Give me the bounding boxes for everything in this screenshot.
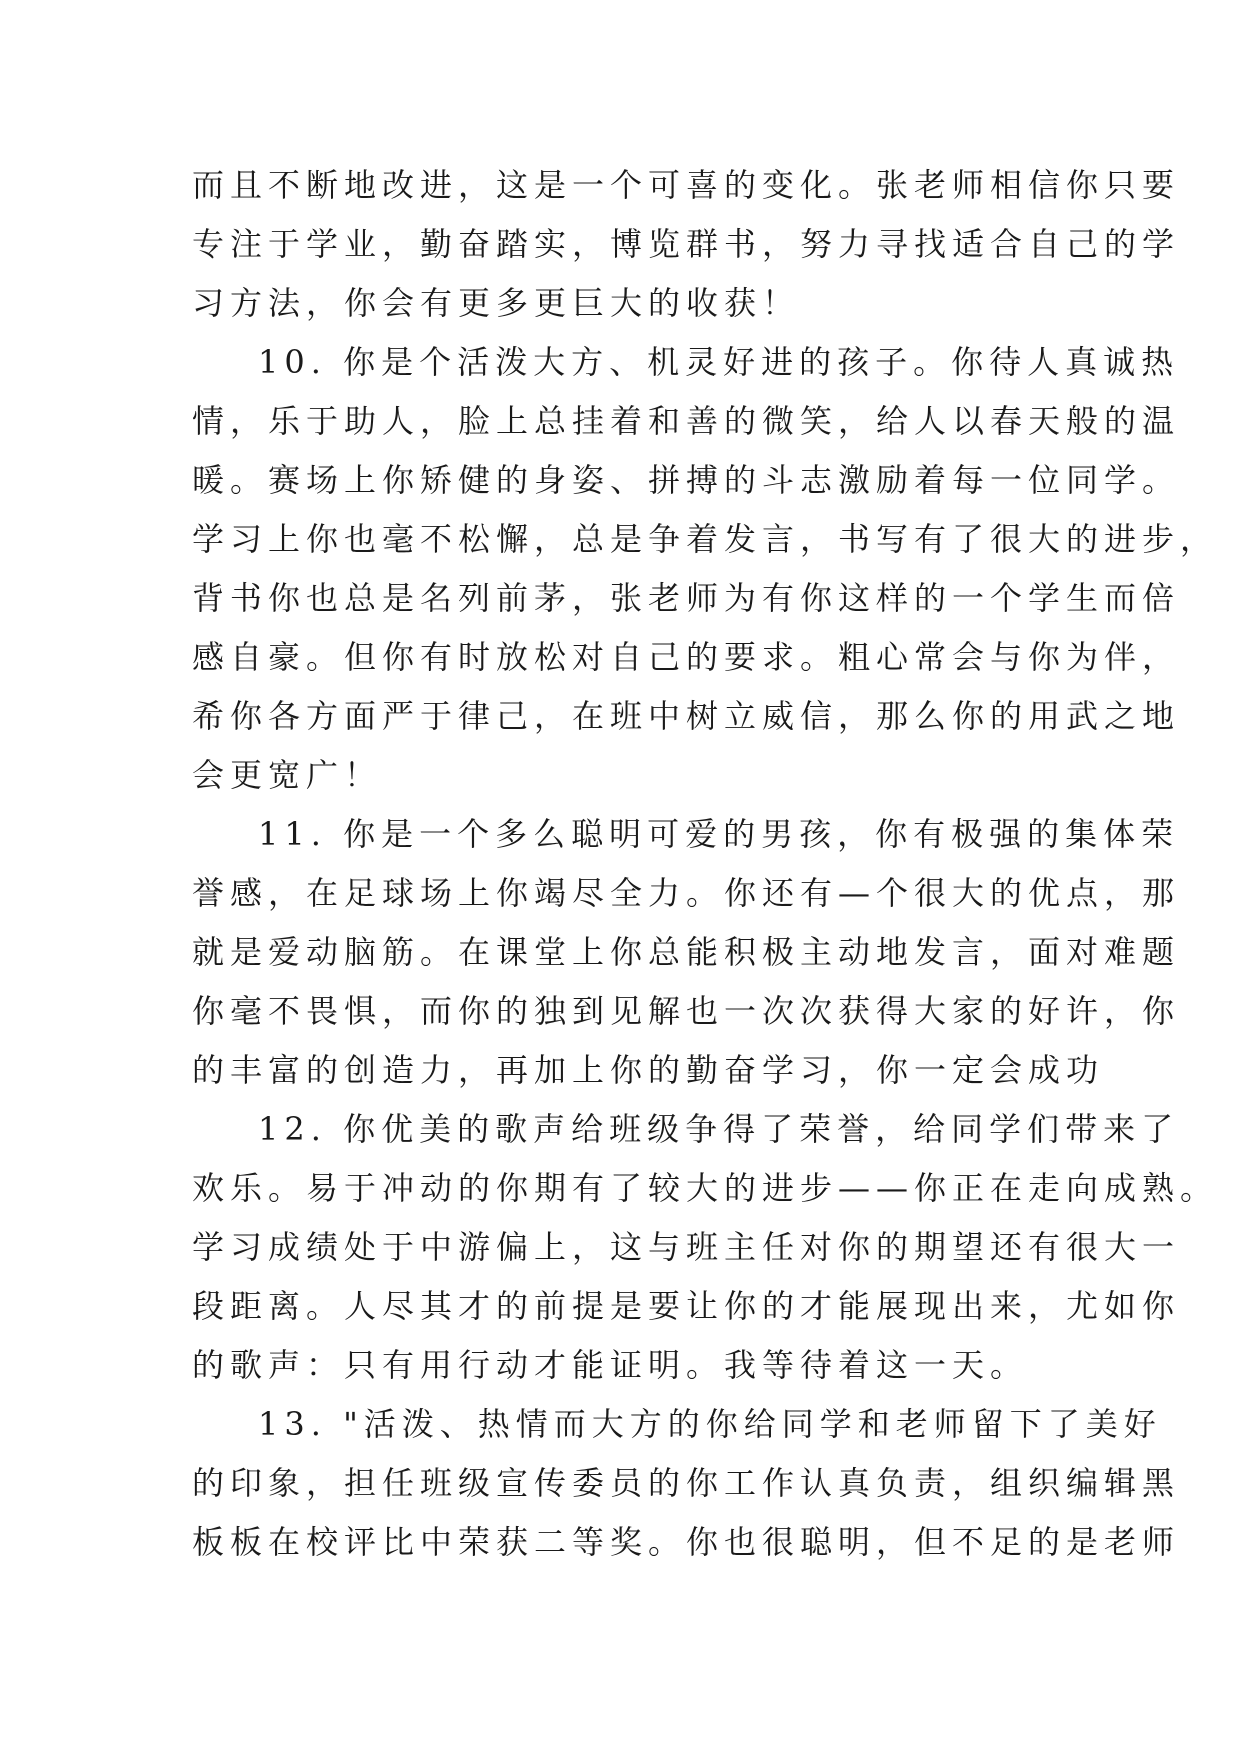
text-line: 会更宽广！ [192,756,383,794]
text-line: 的印象，担任班级宣传委员的你工作认真负责，组织编辑黑 [192,1464,1181,1502]
text-line: 欢乐。易于冲动的你期有了较大的进步——你正在走向成熟。 [192,1169,1219,1207]
text-line: 背书你也总是名列前茅，张老师为有你这样的一个学生而倍 [192,579,1181,617]
text-line: 板板在校评比中荣获二等奖。你也很聪明，但不足的是老师 [192,1523,1181,1561]
text-line: 段距离。人尽其才的前提是要让你的才能展现出来，尤如你 [192,1287,1181,1325]
text-line: 而且不断地改进，这是一个可喜的变化。张老师相信你只要 [192,166,1181,204]
document-body [192,156,1219,1572]
text-line: 感自豪。但你有时放松对自己的要求。粗心常会与你为伴， [192,638,1181,676]
text-line: 学习成绩处于中游偏上，这与班主任对你的期望还有很大一 [192,1228,1181,1266]
text-line: 的丰富的创造力，再加上你的勤奋学习，你一定会成功 [192,1051,1105,1089]
text-line: 你毫不畏惧，而你的独到见解也一次次获得大家的好许，你 [192,992,1181,1030]
text-line: 希你各方面严于律己，在班中树立威信，那么你的用武之地 [192,697,1181,735]
text-line: 专注于学业，勤奋踏实，博览群书，努力寻找适合自己的学 [192,225,1181,263]
paragraph-12-start: 12. 你优美的歌声给班级争得了荣誉，给同学们带来了 [258,1110,1180,1148]
paragraph-11-start: 11. 你是一个多么聪明可爱的男孩，你有极强的集体荣 [258,815,1180,853]
text-line: 情，乐于助人，脸上总挂着和善的微笑，给人以春天般的温 [192,402,1181,440]
text-line: 的歌声：只有用行动才能证明。我等待着这一天。 [192,1346,1029,1384]
text-line: 暖。赛场上你矫健的身姿、拼搏的斗志激励着每一位同学。 [192,461,1181,499]
text-line: 就是爱动脑筋。在课堂上你总能积极主动地发言，面对难题 [192,933,1181,971]
text-line: 誉感，在足球场上你竭尽全力。你还有—个很大的优点，那 [192,874,1181,912]
paragraph-10-start: 10. 你是个活泼大方、机灵好进的孩子。你待人真诚热 [258,343,1180,381]
text-line: 学习上你也毫不松懈，总是争着发言，书写有了很大的进步， [192,520,1219,558]
text-line: 习方法，你会有更多更巨大的收获！ [192,284,801,322]
paragraph-13-start: 13. "活泼、热情而大方的你给同学和老师留下了美好 [258,1405,1162,1443]
